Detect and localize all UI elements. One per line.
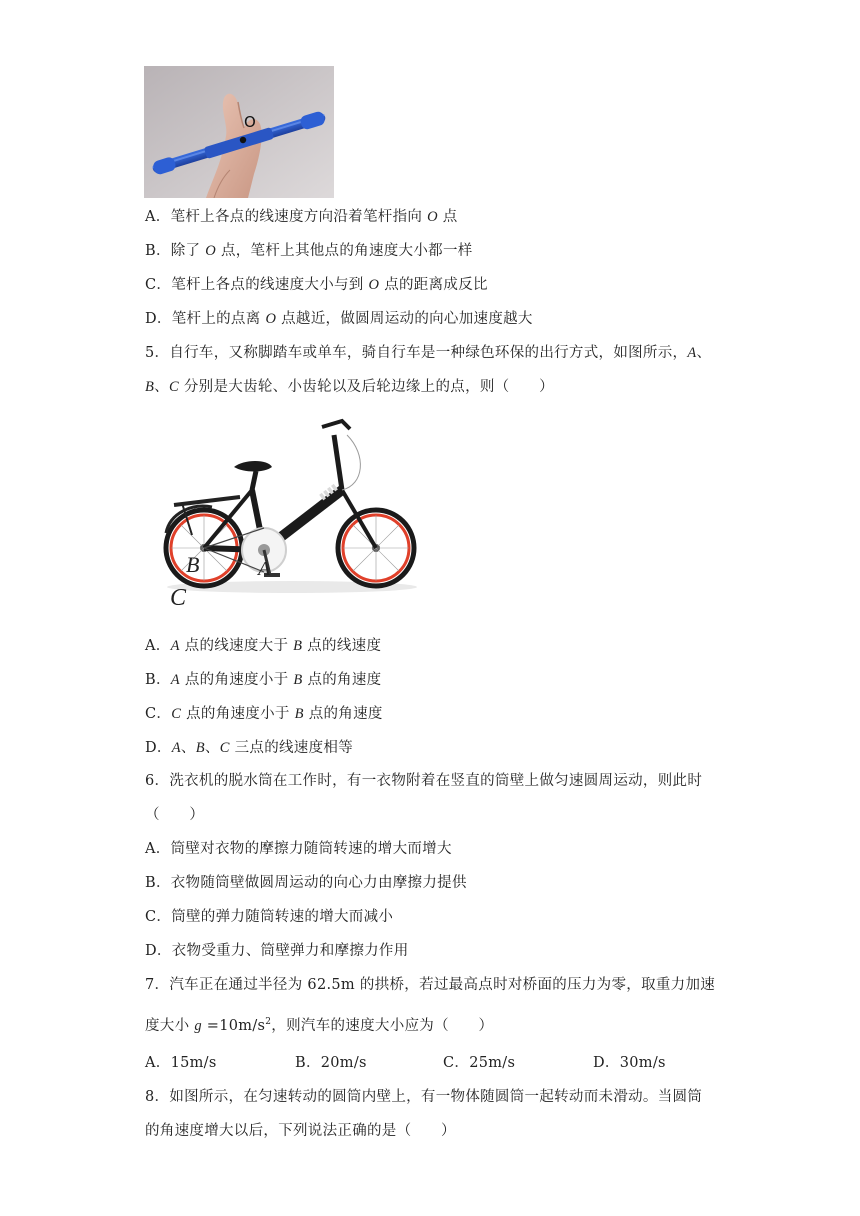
q5-option-c: C．C 点的角速度小于 B 点的角速度 xyxy=(145,706,383,722)
q7-option-a: A．15m/s xyxy=(145,1055,217,1071)
q5-stem-line-1: 5．自行车，又称脚踏车或单车，骑自行车是一种绿色环保的出行方式，如图所示，A、 xyxy=(145,345,712,361)
q6-stem-line-1: 6．洗衣机的脱水筒在工作时，有一衣物附着在竖直的筒壁上做匀速圆周运动，则此时 xyxy=(145,773,703,789)
q6-option-b: B．衣物随筒壁做圆周运动的向心力由摩擦力提供 xyxy=(145,875,467,891)
q6-option-c: C．筒壁的弹力随筒转速的增大而减小 xyxy=(145,909,394,925)
q4-option-d: D．笔杆上的点离 O 点越近，做圆周运动的向心加速度越大 xyxy=(145,311,533,327)
bicycle-figure xyxy=(152,415,427,610)
bike-label-b: B xyxy=(186,552,200,577)
q7-option-b: B．20m/s xyxy=(295,1055,367,1071)
q7-stem-line-1: 7．汽车正在通过半径为 62.5m 的拱桥，若过最高点时对桥面的压力为零，取重力加速 xyxy=(145,977,716,993)
q6-option-a: A．筒壁对衣物的摩擦力随筒转速的增大而增大 xyxy=(145,841,452,857)
q8-stem-line-2: 的角速度增大以后，下列说法正确的是（ ） xyxy=(145,1123,456,1139)
q6-stem-line-2: （ ） xyxy=(145,807,205,823)
q6-option-d: D．衣物受重力、筒壁弹力和摩擦力作用 xyxy=(145,943,409,959)
q4-option-b: B．除了 O 点，笔杆上其他点的角速度大小都一样 xyxy=(145,243,473,259)
bike-label-c: C xyxy=(170,585,187,610)
q4-option-c: C．笔杆上各点的线速度大小与到 O 点的距离成反比 xyxy=(145,277,488,293)
q4-option-a: A．笔杆上各点的线速度方向沿着笔杆指向 O 点 xyxy=(145,209,458,225)
q7-option-c: C．25m/s xyxy=(443,1055,516,1071)
q8-stem-line-1: 8．如图所示，在匀速转动的圆筒内壁上，有一物体随圆筒一起转动而未滑动。当圆筒 xyxy=(145,1089,703,1105)
q7-option-d: D．30m/s xyxy=(593,1055,666,1071)
q5-option-d: D．A、B、C 三点的线速度相等 xyxy=(145,740,353,756)
bike-label-a: A xyxy=(258,558,271,580)
svg-text:▮▮▮▮: ▮▮▮▮ xyxy=(317,482,340,503)
pen-figure-label-o: O xyxy=(244,113,256,131)
q5-stem-line-2: B、C 分别是大齿轮、小齿轮以及后轮边缘上的点，则（ ） xyxy=(145,379,554,395)
q5-option-b: B．A 点的角速度小于 B 点的角速度 xyxy=(145,672,382,688)
pen-spinning-photo xyxy=(144,66,334,198)
q7-stem-line-2: 度大小 $g =10m/s^2$，则汽车的速度大小应为（ ） xyxy=(145,1017,494,1034)
q5-option-a: A．A 点的线速度大于 B 点的线速度 xyxy=(145,638,382,654)
